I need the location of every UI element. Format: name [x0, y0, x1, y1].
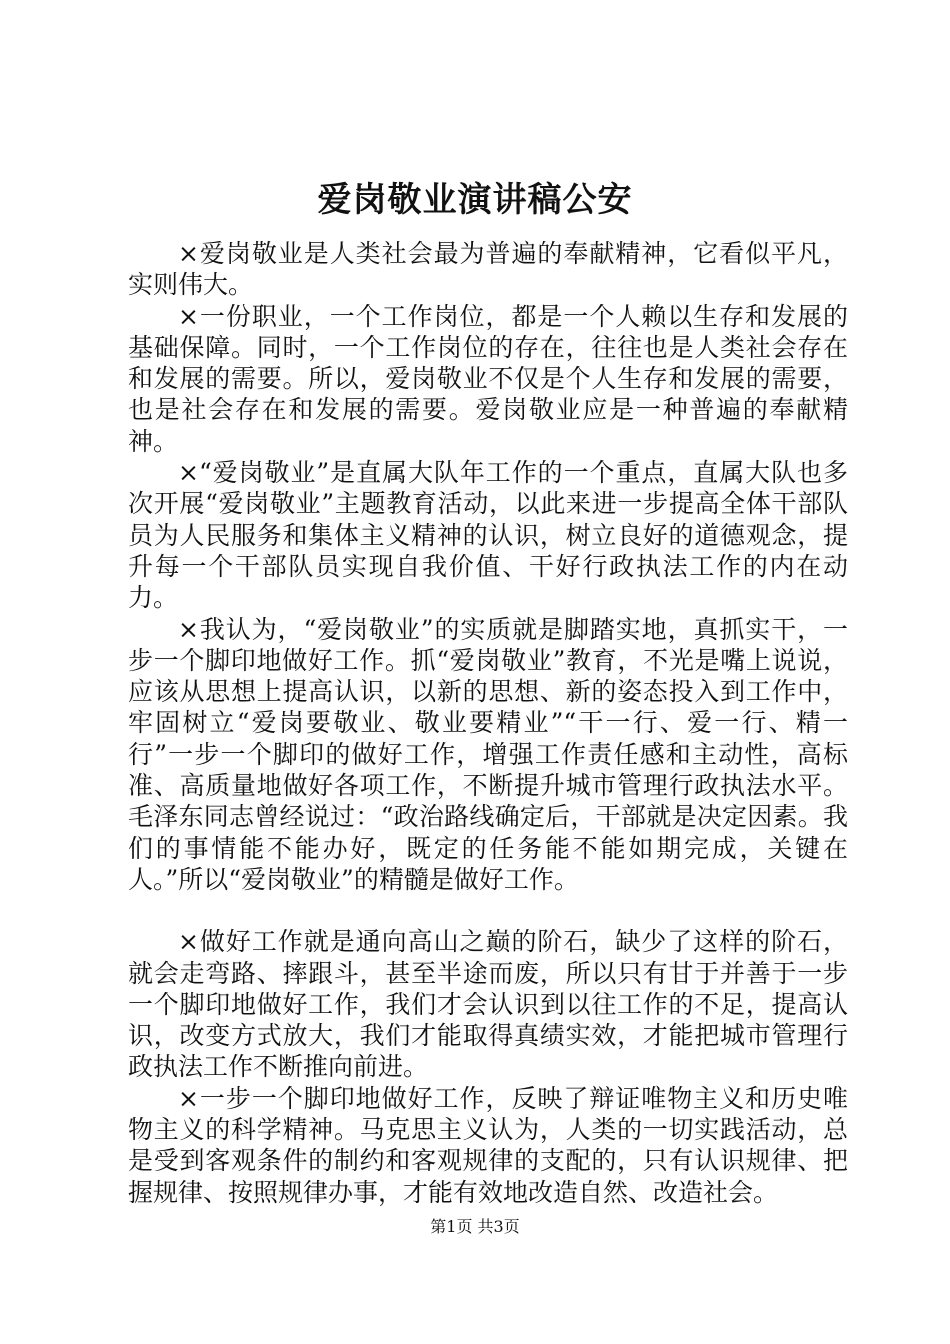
paragraph-5: ×做好工作就是通向高山之巅的阶石，缺少了这样的阶石，就会走弯路、摔跟斗，甚至半途而废，所以只有甘于并善于一步一个脚印地做好工作，我们才会认识到以往工作的不足，提高认识，改变方式放大，我们才能取得真绩实效，才能把城市管理行政执法工作不断推向前进。	[128, 927, 848, 1082]
paragraph-4: ×我认为，“爱岗敬业”的实质就是脚踏实地，真抓实干，一步一个脚印地做好工作。抓“爱岗敬业”教育，不光是嘴上说说，应该从思想上提高认识，以新的思想、新的姿态投入到工作中，牢固树立“爱岗要敬业、敬业要精业”“干一行、爱一行、精一行”一步一个脚印的做好工作，增强工作责任感和主动性，高标准、高质量地做好各项工作，不断提升城市管理行政执法水平。毛泽东同志曾经说过：“政治路线确定后，干部就是决定因素。我们的事情能不能办好，既定的任务能不能如期完成，关键在人。”所以“爱岗敬业”的精髓是做好工作。	[128, 614, 848, 894]
document-body	[128, 238, 848, 1208]
page-number-footer: 第1页 共3页	[430, 1217, 520, 1236]
paragraph-3: ×“爱岗敬业”是直属大队年工作的一个重点，直属大队也多次开展“爱岗敬业”主题教育活动，以此来进一步提高全体干部队员为人民服务和集体主义精神的认识，树立良好的道德观念，提升每一个干部队员实现自我价值、干好行政执法工作的内在动力。	[128, 458, 848, 613]
paragraph-2: ×一份职业，一个工作岗位，都是一个人赖以生存和发展的基础保障。同时，一个工作岗位的存在，往往也是人类社会存在和发展的需要。所以，爱岗敬业不仅是个人生存和发展的需要，也是社会存在和发展的需要。爱岗敬业应是一种普遍的奉献精神。	[128, 301, 848, 456]
paragraph-1: ×爱岗敬业是人类社会最为普遍的奉献精神，它看似平凡，实则伟大。	[128, 239, 848, 300]
paragraph-6: ×一步一个脚印地做好工作，反映了辩证唯物主义和历史唯物主义的科学精神。马克思主义认为，人类的一切实践活动，总是受到客观条件的制约和客观规律的支配的，只有认识规律、把握规律、按照规律办事，才能有效地改造自然、改造社会。	[128, 1083, 848, 1207]
document-title: 爱岗敬业演讲稿公安	[317, 180, 633, 220]
